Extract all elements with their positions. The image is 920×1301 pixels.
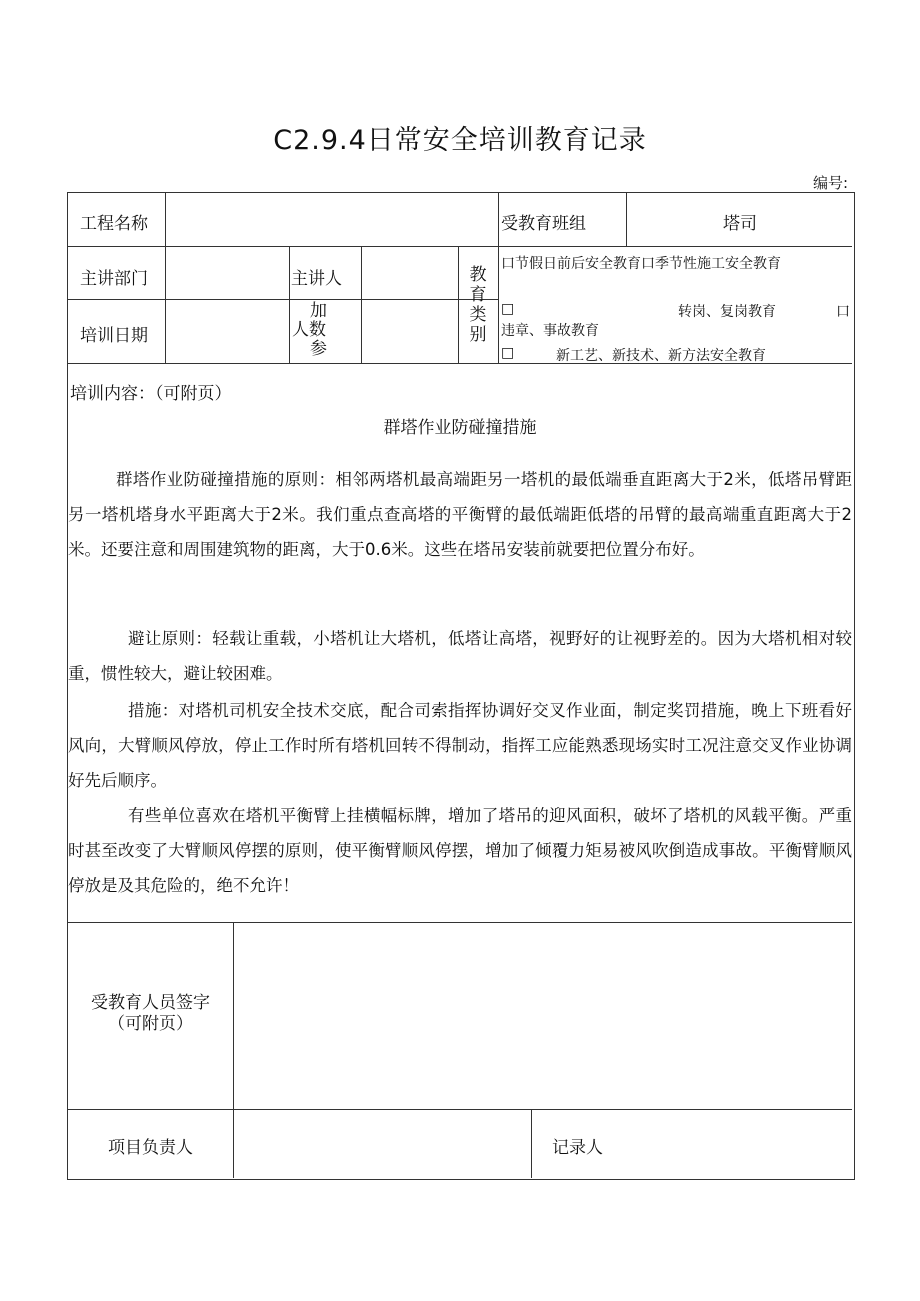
class-label: 受教育班组 (501, 214, 586, 234)
signature-note: （可附页） (108, 1014, 193, 1034)
content-paragraph: 措施：对塔机司机安全技术交底，配合司索指挥协调好交叉作业面，制定奖罚措施，晚上下班看好风向，大臂顺风停放，停止工作时所有塔机回转不得制动，指挥工应能熟悉现场实时工况注意交叉作业协调好先后顺序。 (68, 701, 852, 790)
content-heading: 群塔作业防碰撞措施 (383, 418, 537, 438)
signature-area[interactable] (236, 928, 848, 1104)
edu-type-checkbox[interactable]: 口 (836, 304, 850, 320)
content-paragraph: 群塔作业防碰撞措施的原则：相邻两塔机最高端距另一塔机的最低端垂直距离大于2米，低塔吊臂距另一塔机塔身水平距离大于2米。我们重点查高塔的平衡臂的最低端距低塔的吊臂的最高端重直距离大于2米。还要注意和周围建筑物的距离，大于0.6米。这些在塔吊安装前就要把位置分布好。 (68, 470, 852, 559)
edu-type-option-new-tech: 新工艺、新技术、新方法安全教育 (556, 348, 766, 364)
content-paragraph: 避让原则：轻载让重载，小塔机让大塔机，低塔让高塔，视野好的让视野差的。因为大塔机相对较重，惯性较大，避让较困难。 (68, 629, 852, 683)
edu-type-checkbox[interactable]: □ (501, 301, 515, 317)
edu-type-option-violation: 违章、事故教育 (501, 323, 599, 339)
edu-type-char: 类 (469, 305, 487, 325)
class-field[interactable]: 塔司 (723, 214, 757, 234)
participants-label (290, 302, 360, 359)
signature-label (68, 993, 233, 1035)
edu-type-label (460, 265, 496, 345)
speaker-label: 主讲人 (291, 269, 342, 289)
participants-label-line: 参 (310, 339, 327, 359)
edu-type-option-holiday-season[interactable]: 口节假日前后安全教育口季节性施工安全教育 (501, 256, 781, 272)
edu-type-char: 教 (469, 265, 487, 285)
signature-label-text: 受教育人员签字 (91, 993, 210, 1013)
date-label: 培训日期 (80, 326, 148, 346)
participants-label-line: 人数 (292, 320, 326, 340)
project-name-label: 工程名称 (80, 214, 148, 234)
edu-type-checkbox[interactable]: □ (501, 345, 515, 361)
page-title: C2.9.4日常安全培训教育记录 (273, 125, 647, 156)
content-label: 培训内容：（可附页） (70, 384, 232, 404)
training-record-form (67, 192, 855, 1180)
recorder-label: 记录人 (552, 1138, 603, 1158)
edu-type-option-transfer: 转岗、复岗教育 (678, 304, 776, 320)
edu-type-char: 别 (469, 325, 487, 345)
content-paragraph: 有些单位喜欢在塔机平衡臂上挂横幅标牌，增加了塔吊的迎风面积，破坏了塔机的风载平衡。严重时甚至改变了大臂顺风停摆的原则，使平衡臂顺风停摆，增加了倾覆力矩易被风吹倒造成事故。平衡臂顺风停放是及其危险的，绝不允许！ (68, 806, 852, 895)
serial-number-label: 编号: (812, 174, 848, 192)
leader-label: 项目负责人 (108, 1138, 193, 1158)
dept-label: 主讲部门 (80, 269, 148, 289)
edu-type-char: 育 (469, 285, 487, 305)
participants-label-line: 加 (310, 301, 327, 321)
